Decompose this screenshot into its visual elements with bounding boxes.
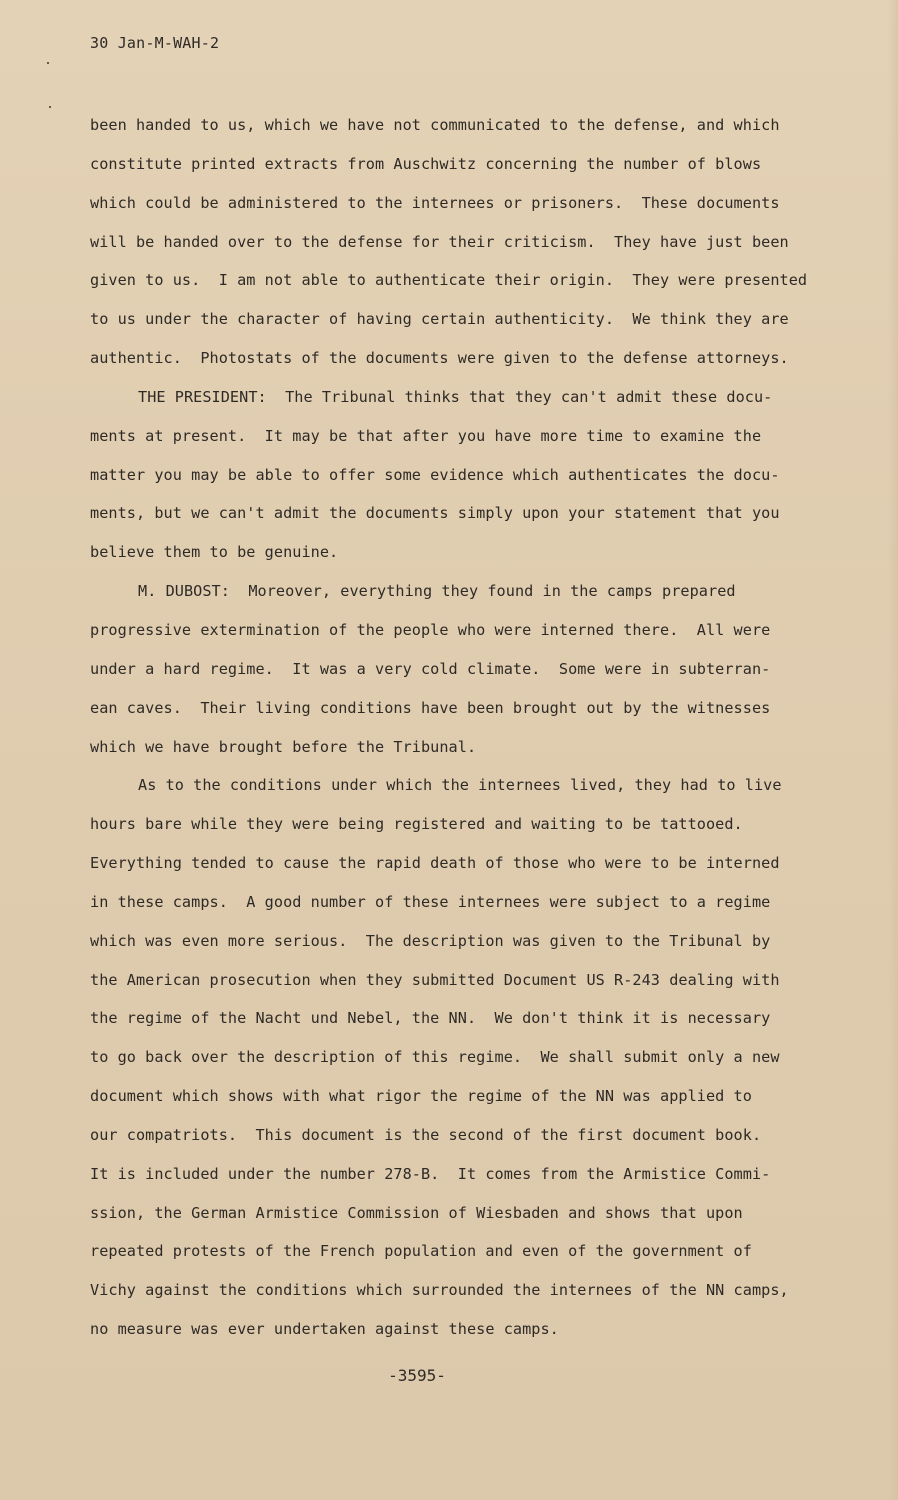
text-line: which was even more serious. The description was given to the Tribunal by: [90, 931, 771, 950]
paper-speck: [49, 106, 51, 108]
text-line: M. DUBOST: Moreover, everything they found in the camps prepared: [138, 582, 736, 601]
text-line: under a hard regime. It was a very cold climate. Some were in subterran-: [90, 659, 771, 678]
text-line: ments, but we can't admit the documents simply upon your statement that you: [90, 504, 780, 523]
text-line: It is included under the number 278-B. It comes from the Armistice Commi-: [90, 1164, 771, 1183]
text-line: document which shows with what rigor the regime of the NN was applied to: [90, 1087, 752, 1106]
text-line: to go back over the description of this regime. We shall submit only a new: [90, 1048, 780, 1067]
text-line: Vichy against the conditions which surrounded the internees of the NN camps,: [90, 1281, 789, 1300]
paper-speck: [47, 62, 49, 64]
text-line: repeated protests of the French population and even of the government of: [90, 1242, 752, 1261]
text-line: will be handed over to the defense for their criticism. They have just been: [90, 232, 789, 251]
text-line: the regime of the Nacht und Nebel, the NN. We don't think it is necessary: [90, 1009, 771, 1028]
text-line: authentic. Photostats of the documents were given to the defense attorneys.: [90, 349, 789, 368]
document-header-code: 30 Jan-M-WAH-2: [90, 34, 220, 52]
page-number: -3595-: [388, 1366, 446, 1385]
text-line: in these camps. A good number of these internees were subject to a regime: [90, 892, 771, 911]
text-line: to us under the character of having certain authenticity. We think they are: [90, 310, 789, 329]
text-line: our compatriots. This document is the second of the first document book.: [90, 1125, 762, 1144]
text-line: given to us. I am not able to authenticate their origin. They were presented: [90, 271, 808, 290]
text-line: been handed to us, which we have not communicated to the defense, and which: [90, 116, 780, 134]
text-line: Everything tended to cause the rapid death of those who were to be interned: [90, 854, 780, 873]
text-line: the American prosecution when they submitted Document US R-243 dealing with: [90, 970, 780, 989]
text-line: constitute printed extracts from Auschwitz concerning the number of blows: [90, 154, 762, 173]
text-line: As to the conditions under which the internees lived, they had to live: [138, 776, 782, 795]
text-line: progressive extermination of the people who were interned there. All were: [90, 620, 771, 639]
text-line: which we have brought before the Tribunal.: [90, 737, 477, 756]
text-line: ssion, the German Armistice Commission of Wiesbaden and shows that upon: [90, 1203, 743, 1222]
text-line: ean caves. Their living conditions have been brought out by the witnesses: [90, 698, 771, 717]
text-line: no measure was ever undertaken against these camps.: [90, 1320, 559, 1339]
text-line: matter you may be able to offer some evidence which authenticates the docu-: [90, 465, 780, 484]
text-line: ments at present. It may be that after you have more time to examine the: [90, 426, 762, 445]
document-body: [90, 106, 860, 1349]
text-line: believe them to be genuine.: [90, 543, 339, 562]
text-line: THE PRESIDENT: The Tribunal thinks that they can't admit these docu-: [138, 387, 773, 406]
text-line: which could be administered to the internees or prisoners. These documents: [90, 193, 780, 212]
text-line: hours bare while they were being registered and waiting to be tattooed.: [90, 815, 743, 834]
